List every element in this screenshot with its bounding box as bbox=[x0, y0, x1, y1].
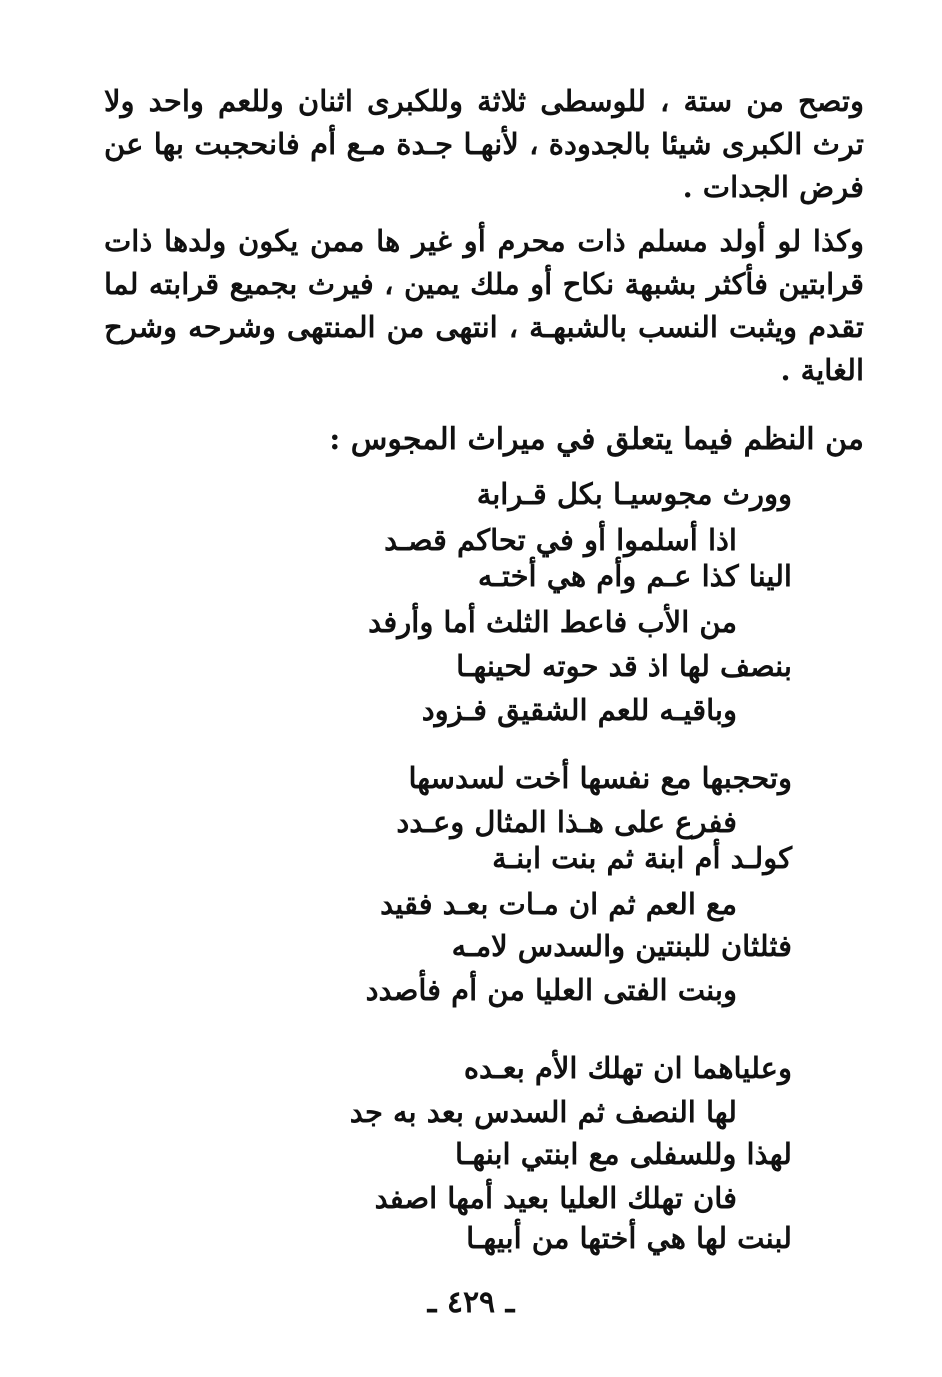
verse-line: وتحجبها مع نفسها أخت لسدسها bbox=[408, 761, 792, 795]
verse-line: وعلياهما ان تهلك الأم بعـده bbox=[463, 1051, 792, 1085]
verse-line: بنصف لها اذ قد حوته لحينهـا bbox=[456, 649, 792, 683]
verse-line: مع العم ثم ان مـات بعـد فقيد bbox=[380, 887, 737, 921]
verse-line: لها النصف ثم السدس بعد به جد bbox=[349, 1095, 737, 1129]
verse-line: فثلثان للبنتين والسدس لامـه bbox=[451, 929, 792, 963]
paragraph-dual-kinship: وكذا لو أولد مسلم ذات محرم أو غير ها ممن يكون ولدها ذات قرابتين فأكثر بشبهة نكاح أو ملك يمين ، فيرث بجميع قرابته لما تقدم ويثبت النسب بالشبهـة ، انتهى من المنتهى وشرحه وشرح الغاية . bbox=[104, 224, 864, 387]
verse-line: ففرع على هـذا المثال وعـدد bbox=[396, 805, 737, 839]
verse-line: فان تهلك العليا بعيد أمها اصفد bbox=[374, 1181, 737, 1215]
verse-line: لبنت لها هي أختها من أبيهـا bbox=[466, 1221, 792, 1255]
verse-line: وورث مجوسيـا بكل قـرابة bbox=[476, 477, 792, 511]
verse-line: وبنت الفتى العليا من أم فأصدد bbox=[365, 973, 737, 1007]
verse-line: لهذا وللسفلى مع ابنتي ابنهـا bbox=[455, 1137, 792, 1171]
section-heading: من النظم فيما يتعلق في ميراث المجوس : bbox=[329, 422, 864, 457]
page-number: ـ ٤٢٩ ـ bbox=[427, 1285, 515, 1320]
paragraph-inheritance-shares: وتصح من ستة ، للوسطى ثلاثة وللكبرى اثنان وللعم واحد ولا ترث الكبرى شيئا بالجدودة ، لأنهـا جـدة مـع أم فانحجبت بها عن فرض الجدات . bbox=[104, 84, 864, 204]
verse-line: اذا أسلموا أو في تحاكم قصـد bbox=[384, 523, 737, 557]
verse-line: كولـد أم ابنة ثم بنت ابنـة bbox=[492, 841, 792, 875]
verse-line: وباقيـه للعم الشقيق فـزود bbox=[421, 693, 737, 727]
verse-line: من الأب فاعط الثلث أما وأرفد bbox=[368, 605, 737, 639]
verse-line: الينا كذا عـم وأم هي أختـه bbox=[477, 559, 792, 593]
